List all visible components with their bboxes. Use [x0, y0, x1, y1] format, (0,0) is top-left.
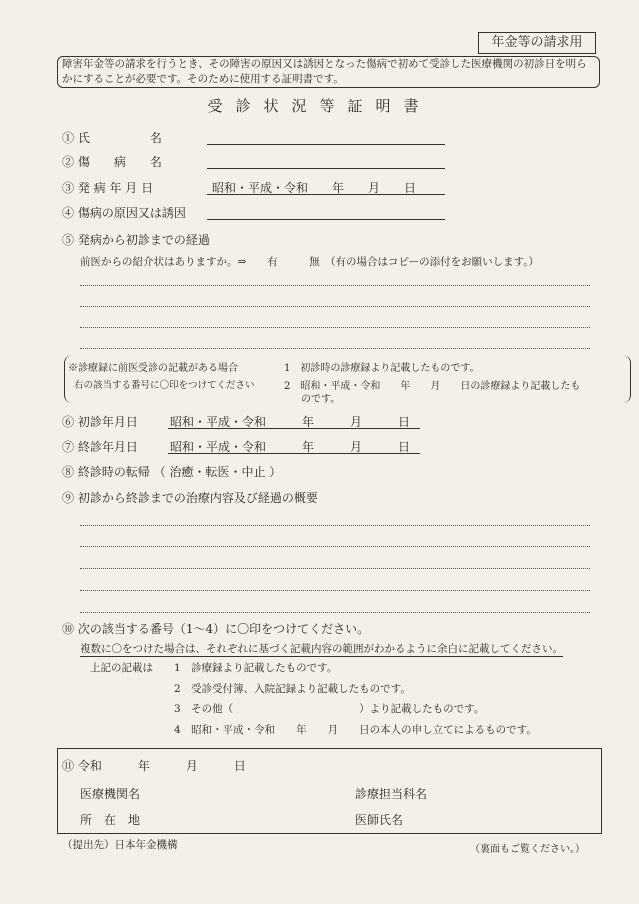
note-option-2[interactable]: 2 昭和・平成・令和 年 月 日の診療録より記載したも	[284, 381, 581, 392]
label-name: ① 氏 名	[62, 131, 162, 145]
label-treatment: ⑨ 初診から終診までの治療内容及び経過の概要	[62, 491, 318, 505]
label-address: 所 在 地	[80, 813, 141, 827]
progress-line[interactable]	[80, 306, 590, 307]
treatment-line[interactable]	[80, 590, 590, 591]
certify-date[interactable]: ⑪ 令和 年 月 日	[62, 759, 246, 773]
form-type-tag: 年金等の請求用	[478, 32, 596, 54]
referral-question: 前医からの紹介状はありますか。⇒ 有 無 （有の場合はコピーの添付をお願いします。）	[80, 256, 540, 268]
label-progress: ⑤ 発病から初診までの経過	[62, 233, 210, 247]
label-outcome[interactable]: ⑧ 終診時の転帰 （ 治癒・転医・中止 ）	[62, 465, 282, 479]
progress-line[interactable]	[80, 348, 590, 349]
disease-field[interactable]	[207, 167, 445, 169]
label-department: 診療担当科名	[355, 787, 428, 801]
last-visit-date-field[interactable]: 昭和・平成・令和 年 月 日	[170, 440, 411, 454]
source-note: 複数に〇をつけた場合は、それぞれに基づく記載内容の範囲がわかるように余白に記載してください。	[80, 643, 563, 655]
note-option-2-cont: のです。	[301, 394, 341, 405]
progress-line[interactable]	[80, 327, 590, 328]
footer-submit-to: （提出先）日本年金機構	[62, 839, 178, 851]
treatment-line[interactable]	[80, 525, 590, 526]
treatment-line[interactable]	[80, 546, 590, 547]
note-option-1[interactable]: 1 初診時の診療録より記載したものです。	[284, 363, 480, 374]
name-field[interactable]	[207, 143, 445, 145]
source-lead: 上記の記載は	[90, 662, 153, 674]
note-text-a: ※診療録に前医受診の記載がある場合	[68, 363, 238, 374]
label-institution: 医療機関名	[80, 787, 141, 801]
source-option-3[interactable]: 3 その他（ ）より記載したものです。	[174, 703, 485, 715]
label-first-visit: ⑥ 初診年月日	[62, 415, 138, 429]
source-option-1[interactable]: 1 診療録より記載したものです。	[174, 662, 338, 674]
source-option-2[interactable]: 2 受診受付簿、入院記録より記載したものです。	[174, 683, 411, 695]
onset-underline	[207, 193, 445, 195]
treatment-line[interactable]	[80, 612, 590, 613]
footer-see-back: （裏面もご覧ください。）	[470, 844, 585, 855]
source-option-4[interactable]: 4 昭和・平成・令和 年 月 日の本人の申し立てによるものです。	[174, 724, 537, 736]
intro-text: 障害年金等の請求を行うとき、その障害の原因又は誘因となった傷病で初めて受診した医療機関の初診日を明らかにすることが必要です。そのために使用する証明書です。	[57, 56, 600, 88]
note-text-b: 右の該当する番号に〇印をつけてください	[74, 380, 255, 391]
label-doctor: 医師氏名	[355, 813, 404, 827]
cause-field[interactable]	[207, 218, 445, 220]
page-title: 受診状況等証明書	[207, 97, 432, 115]
label-disease: ② 傷 病 名	[62, 155, 162, 169]
treatment-line[interactable]	[80, 568, 590, 569]
label-source: ⑩ 次の該当する番号（1～4）に〇印をつけてください。	[62, 622, 370, 636]
label-last-visit: ⑦ 終診年月日	[62, 440, 138, 454]
label-onset-date: ③ 発 病 年 月 日	[62, 181, 154, 195]
onset-date-field[interactable]: 昭和・平成・令和 年 月 日	[212, 181, 417, 195]
first-visit-date-field[interactable]: 昭和・平成・令和 年 月 日	[170, 415, 411, 429]
label-cause: ④ 傷病の原因又は誘因	[62, 206, 186, 220]
first-visit-underline	[168, 427, 420, 429]
progress-line[interactable]	[80, 285, 590, 286]
last-visit-underline	[168, 452, 420, 454]
